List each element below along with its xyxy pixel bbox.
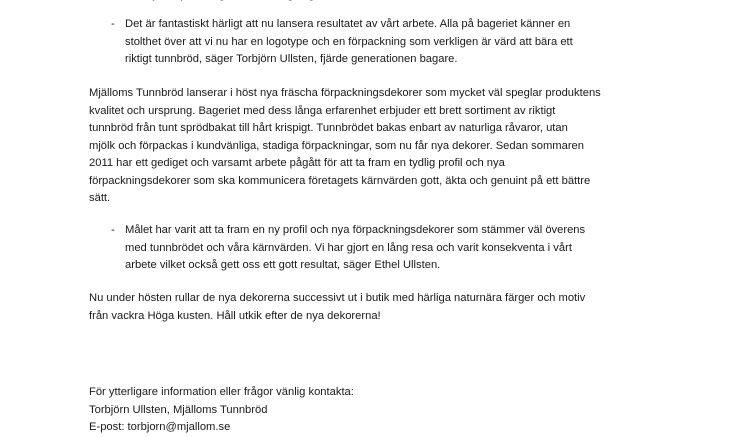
contact-intro: För ytterligare information eller frågor vänlig kontakta:: [89, 386, 354, 398]
text-line: förpackningsdekorer som ska kommunicera företagets kärnvärden gott, äkta och genuint på ett bättre: [89, 174, 591, 187]
text-line: sätt.: [89, 192, 111, 204]
quote-block-2: [125, 222, 585, 275]
text-line: Nu under hösten rullar de nya dekorerna successivt ut i butik med härliga naturnära färger och motiv: [89, 292, 586, 304]
contact-email[interactable]: E-post: torbjorn@mjallom.se: [89, 421, 231, 433]
text-line: Mjälloms Tunnbröd lanserar i höst nya fräscha förpackningsdekorer som mycket väl speglar produktens: [89, 87, 601, 99]
cropped-top-line: [125, 0, 605, 5]
quote1-dash: -: [111, 18, 115, 30]
text-line: från vackra Höga kusten. Håll utkik efter de nya dekorerna!: [89, 309, 381, 322]
text-line: arbete vilket också gett oss ett gott resultat, säger Ethel Ullsten.: [125, 259, 441, 271]
paragraph-1: [89, 85, 599, 208]
contact-block: [89, 384, 599, 437]
paragraph-2: [89, 290, 599, 325]
text-line: stolthet över att vi nu har en logotype och en förpackning som verkligen är värd att bära ett: [125, 35, 573, 48]
contact-name: Torbjörn Ullsten, Mjälloms Tunnbröd: [89, 403, 268, 416]
text-line: kvalitet och ursprung. Bageriet med dess långa erfarenhet erbjuder ett brett sortiment av riktigt: [89, 104, 556, 117]
text-line: med tunnbrödet och våra kärnvärden. Vi har gjort en lång resa och varit konsekventa i vårt: [125, 241, 572, 254]
quote2-dash: -: [111, 224, 115, 236]
text-line: mjölk och förpackas i kundvänliga, stadiga förpackningar, som nu får nya dekorer. Sedan sommaren: [89, 139, 585, 152]
text-line: Målet har varit att ta fram en ny profil och nya förpackningsdekorer som stämmer väl överens: [125, 224, 586, 236]
text-line: riktigt tunnbröd, säger Torbjörn Ullsten, fjärde generationen bagare.: [125, 53, 458, 65]
quote-block-1: [125, 16, 585, 69]
text-line: 2011 har ett gediget och varsamt arbete pågått för att ta fram en tydlig profil och nya: [89, 157, 505, 169]
text-line: tunnbröd från tunt sprödbakat till hårt krispigt. Tunnbrödet bakas enbart av naturliga råvaror, utan: [89, 122, 568, 134]
text-line: Det är fantastiskt härligt att nu lansera resultatet av vårt arbete. Alla på bageriet känner en: [125, 18, 571, 30]
